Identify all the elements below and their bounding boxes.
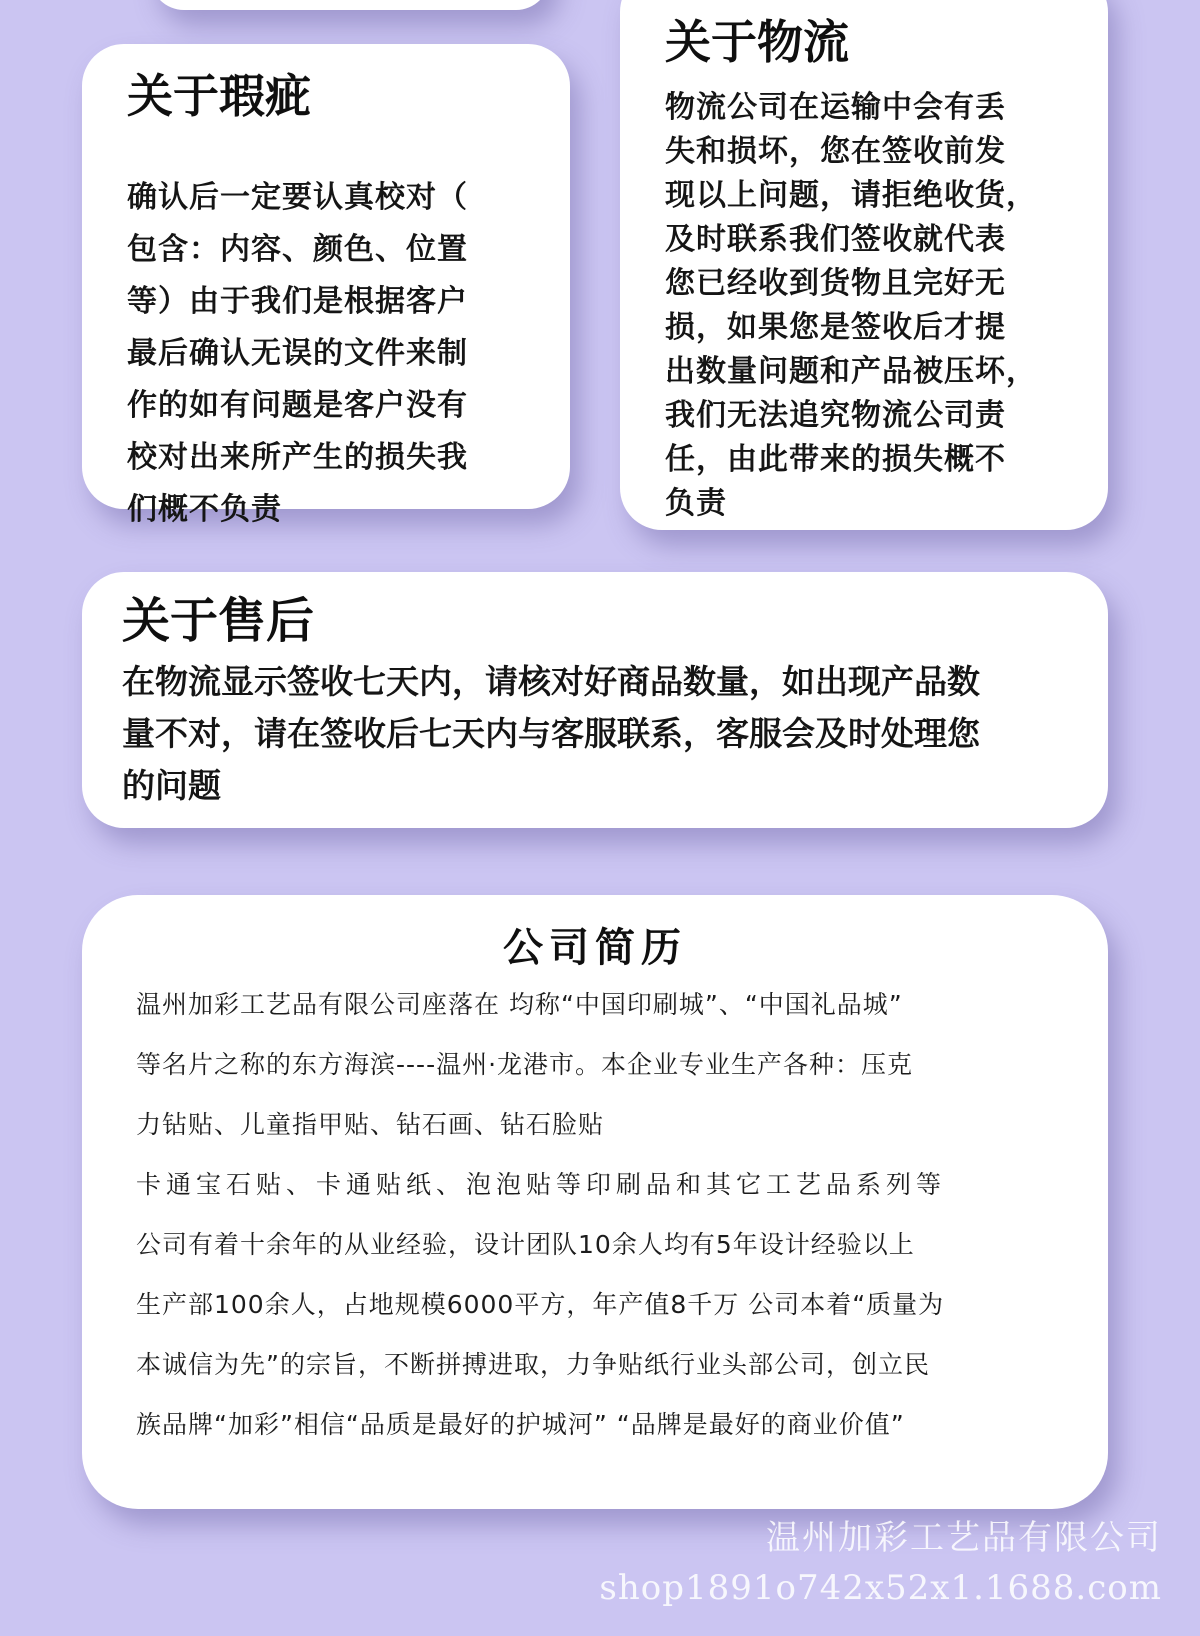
profile-line: 等名片之称的东方海滨----温州·龙港市。本企业专业生产各种：压克 [136, 1050, 914, 1079]
aftersale-body: 在物流显示签收七天内，请核对好商品数量，如出现产品数 量不对，请在签收后七天内与客服联系，客服会及时处理您 的问题 [122, 662, 980, 805]
flaw-title: 关于瑕疵 [127, 69, 311, 123]
profile-line: 公司有着十余年的从业经验，设计团队10余人均有5年设计经验以上 [136, 1230, 915, 1259]
profile-line: 力钻贴、儿童指甲贴、钻石画、钻石脸贴 [136, 1110, 605, 1139]
watermark-shop-url: shop1891o742x52x1.1688.com [599, 1568, 1162, 1608]
profile-title: 公司简历 [503, 925, 687, 971]
aftersale-title: 关于售后 [122, 593, 315, 649]
logistics-title: 关于物流 [665, 15, 849, 69]
flaw-body: 确认后一定要认真校对（ 包含：内容、颜色、位置 等）由于我们是根据客户 最后确认无误的文件来制 作的如有问题是客户没有 校对出来所产生的损失我 们概不负责 [127, 180, 468, 527]
profile-line: 本诚信为先”的宗旨，不断拼搏进取，力争贴纸行业头部公司，创立民 [136, 1350, 930, 1379]
previous-card-edge [150, 0, 550, 10]
logistics-policy-card [620, 0, 1108, 530]
logistics-body: 物流公司在运输中会有丢 失和损坏，您在签收前发 现以上问题，请拒绝收货， 及时联系我们签收就代表 您已经收到货物且完好无 损，如果您是签收后才提 出数量问题和产品被压坏， 我们无法追究物流公司责 任，由此带来的损失概不 负责 [665, 90, 1037, 521]
aftersale-policy-card [82, 572, 1108, 828]
profile-line: 卡通宝石贴、卡通贴纸、泡泡贴等印刷品和其它工艺品系列等 [136, 1170, 947, 1199]
flaw-policy-card [82, 44, 570, 527]
watermark-company-name: 温州加彩工艺品有限公司 [766, 1518, 1162, 1558]
profile-line: 生产部100余人，占地规模6000平方，年产值8千万 公司本着“质量为 [136, 1290, 945, 1319]
profile-line: 族品牌“加彩”相信“品质是最好的护城河” “品牌是最好的商业价值” [136, 1410, 905, 1439]
profile-text [136, 975, 1096, 1455]
profile-line: 温州加彩工艺品有限公司座落在 均称“中国印刷城”、“中国礼品城” [136, 990, 903, 1019]
company-profile-card [82, 895, 1108, 1509]
